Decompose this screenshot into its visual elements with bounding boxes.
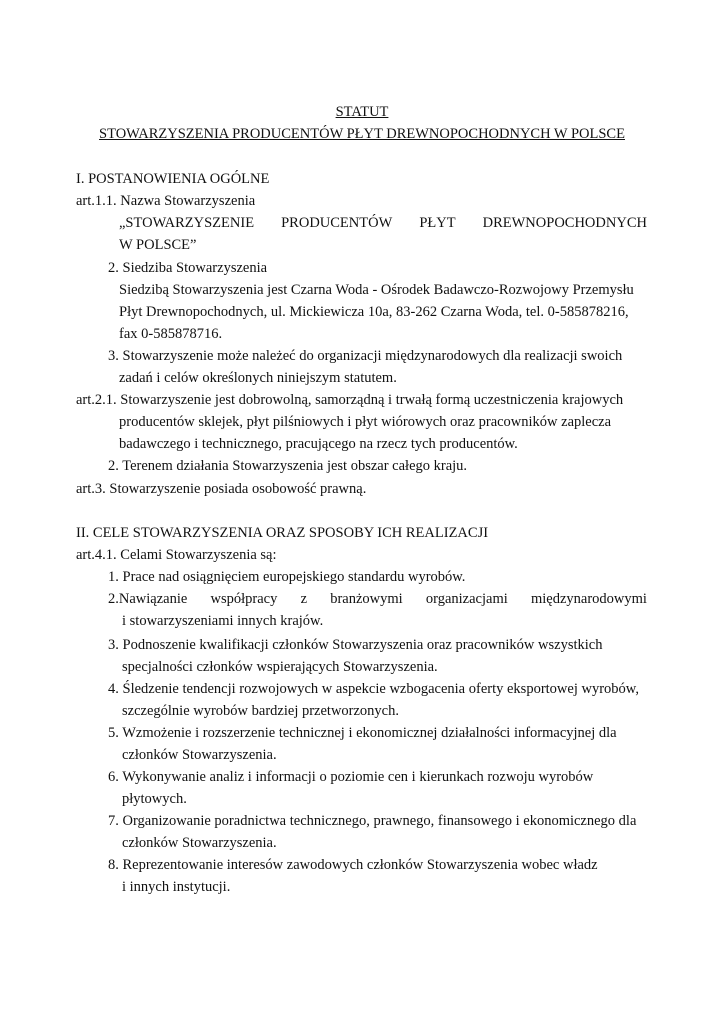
justified-line <box>119 214 647 232</box>
word: „STOWARZYSZENIE <box>119 215 255 231</box>
list-item: 7. Organizowanie poradnictwa technicznego, prawnego, finansowego i ekonomicznego dla <box>108 813 637 829</box>
text-line: badawczego i technicznego, pracującego na rzecz tych producentów. <box>119 436 518 452</box>
text-line: i stowarzyszeniami innych krajów. <box>122 613 324 629</box>
list-item: 3. Podnoszenie kwalifikacji członków Stowarzyszenia oraz pracowników wszystkich <box>108 637 603 653</box>
word: branżowymi <box>330 591 403 607</box>
section-heading: I. POSTANOWIENIA OGÓLNE <box>76 171 270 187</box>
word: współpracy <box>210 591 278 607</box>
word: z <box>300 591 307 607</box>
text-line: specjalności członków wspierających Stowarzyszenia. <box>122 659 438 675</box>
word: 2.Nawiązanie <box>108 591 188 607</box>
article-line: art.2.1. Stowarzyszenie jest dobrowolną, samorządną i trwałą formą uczestniczenia krajowych <box>76 392 624 408</box>
list-item: 1. Prace nad osiągnięciem europejskiego standardu wyrobów. <box>108 569 466 585</box>
article-line: art.1.1. Nazwa Stowarzyszenia <box>76 193 256 209</box>
word: DREWNOPOCHODNYCH <box>482 215 647 231</box>
section-heading: II. CELE STOWARZYSZENIA ORAZ SPOSOBY ICH REALIZACJI <box>76 525 489 541</box>
article-line: 2. Siedziba Stowarzyszenia <box>108 260 268 276</box>
text-line: i innych instytucji. <box>122 879 231 895</box>
word: PRODUCENTÓW <box>281 215 393 231</box>
text-line: członków Stowarzyszenia. <box>122 747 277 763</box>
list-item: 6. Wykonywanie analiz i informacji o poziomie cen i kierunkach rozwoju wyrobów <box>108 769 594 785</box>
text-line: fax 0-585878716. <box>119 326 223 342</box>
list-item: 4. Śledzenie tendencji rozwojowych w aspekcie wzbogacenia oferty eksportowej wyrobów, <box>108 681 639 697</box>
article-line: art.3. Stowarzyszenie posiada osobowość prawną. <box>76 481 367 497</box>
text-line: producentów sklejek, płyt pilśniowych i płyt wiórowych oraz pracowników zaplecza <box>119 414 612 430</box>
justified-line <box>108 590 647 608</box>
document-title: STATUT <box>335 104 389 120</box>
word: PŁYT <box>419 215 456 231</box>
word: organizacjami <box>425 591 508 607</box>
text-line: płytowych. <box>122 791 187 807</box>
word: międzynarodowymi <box>530 591 647 607</box>
text-line: członków Stowarzyszenia. <box>122 835 277 851</box>
article-line: art.4.1. Celami Stowarzyszenia są: <box>76 547 277 563</box>
article-line: 2. Terenem działania Stowarzyszenia jest obszar całego kraju. <box>108 458 468 474</box>
list-item: 5. Wzmożenie i rozszerzenie technicznej i ekonomicznej działalności informacyjnej dla <box>108 725 617 741</box>
text-line: zadań i celów określonych niniejszym statutem. <box>119 370 397 386</box>
text-line: W POLSCE” <box>119 237 197 253</box>
text-line: szczególnie wyrobów bardziej przetworzonych. <box>122 703 399 719</box>
document-subtitle: STOWARZYSZENIA PRODUCENTÓW PŁYT DREWNOPOCHODNYCH W POLSCE <box>99 126 625 142</box>
list-item: 8. Reprezentowanie interesów zawodowych członków Stowarzyszenia wobec władz <box>108 857 598 873</box>
text-line: Płyt Drewnopochodnych, ul. Mickiewicza 10a, 83-262 Czarna Woda, tel. 0-585878216, <box>119 304 629 320</box>
article-line: 3. Stowarzyszenie może należeć do organizacji międzynarodowych dla realizacji swoich <box>108 348 623 364</box>
text-line: Siedzibą Stowarzyszenia jest Czarna Woda - Ośrodek Badawczo-Rozwojowy Przemysłu <box>119 282 634 298</box>
